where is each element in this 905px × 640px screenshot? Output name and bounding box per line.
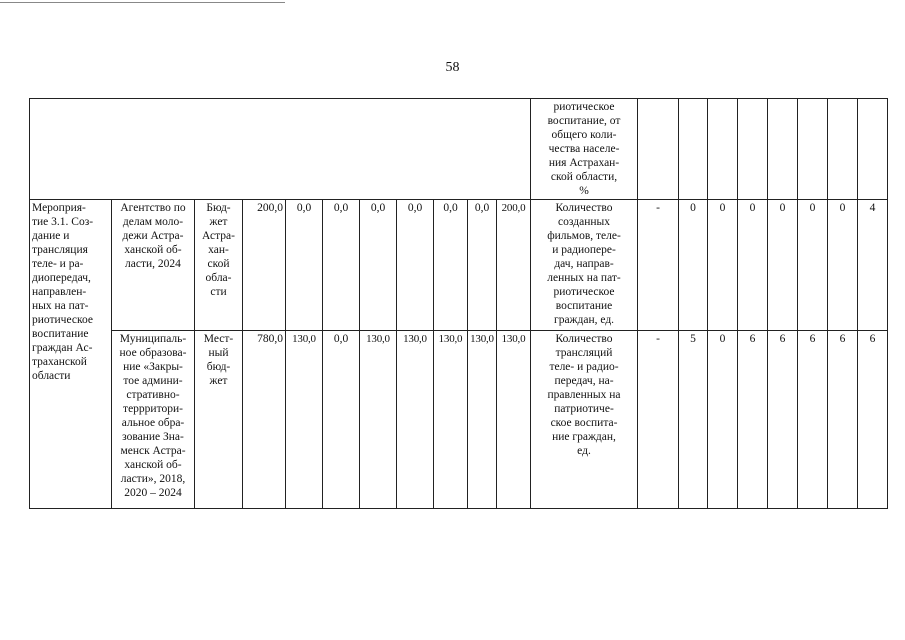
indicator-value-cell: 0 [679,200,708,331]
empty-cell [828,99,858,200]
indicator-value-cell: 6 [828,331,858,509]
empty-cell [738,99,768,200]
indicator-value-cell: 0 [798,200,828,331]
amount-cell: 130,0 [360,331,397,509]
empty-cell [858,99,888,200]
indicator-value-cell: 5 [679,331,708,509]
empty-cell [798,99,828,200]
indicator-value-cell: - [638,200,679,331]
indicator-value-cell: 6 [858,331,888,509]
executor-cell: Муниципаль- ное образова- ние «Закры- тое админи- стративно- террритори- альное обра- зование Зна- менск Астра- ханской об- ласти», 2018, 2020 – 2024 [112,331,195,509]
indicator-value-cell: - [638,331,679,509]
indicator-value-cell: 0 [708,331,738,509]
amount-cell: 0,0 [286,200,323,331]
indicator-cell: Количество трансляций теле- и радио- передач, на- правленных на патриотиче- ское воспита- ние граждан, ед. [531,331,638,509]
amount-cell: 130,0 [497,331,531,509]
event-cell: Мероприя- тие 3.1. Соз- дание и трансляция теле- и ра- диопередач, направлен- ных на пат- риотическое воспитание граждан Ас- траханской области [30,200,112,509]
indicator-value-cell: 6 [768,331,798,509]
amount-cell: 200,0 [497,200,531,331]
indicator-value-cell: 4 [858,200,888,331]
amount-cell: 0,0 [360,200,397,331]
amount-cell: 130,0 [397,331,434,509]
continuation-row [30,99,888,200]
amount-cell: 780,0 [243,331,286,509]
empty-cell [638,99,679,200]
indicator-value-cell: 0 [768,200,798,331]
indicator-value-cell: 0 [828,200,858,331]
indicator-value-cell: 6 [738,331,768,509]
amount-cell: 130,0 [468,331,497,509]
amount-cell: 0,0 [434,200,468,331]
amount-cell: 130,0 [286,331,323,509]
empty-cell [679,99,708,200]
page-number: 58 [445,60,460,75]
amount-cell: 0,0 [397,200,434,331]
empty-cell [768,99,798,200]
empty-cell [708,99,738,200]
indicator-value-cell: 0 [708,200,738,331]
executor-cell: Агентство по делам моло- дежи Астра- ханской об- ласти, 2024 [112,200,195,331]
amount-cell: 0,0 [323,200,360,331]
program-table [29,98,888,509]
funding-source-cell: Мест- ный бюд- жет [195,331,243,509]
table-row [30,200,888,331]
funding-source-cell: Бюд- жет Астра- хан- ской обла- сти [195,200,243,331]
indicator-value-cell: 6 [798,331,828,509]
amount-cell: 130,0 [434,331,468,509]
table-row [30,331,888,509]
indicator-cell: Количество созданных фильмов, теле- и радиопере- дач, направ- ленных на пат- риотическое воспитание граждан, ед. [531,200,638,331]
continuation-empty-cell [30,99,531,200]
scan-edge-line [0,2,285,3]
amount-cell: 0,0 [468,200,497,331]
amount-cell: 200,0 [243,200,286,331]
continuation-indicator-cell: риотическое воспитание, от общего коли- чества населе- ния Астрахан- ской области, % [531,99,638,200]
amount-cell: 0,0 [323,331,360,509]
indicator-value-cell: 0 [738,200,768,331]
